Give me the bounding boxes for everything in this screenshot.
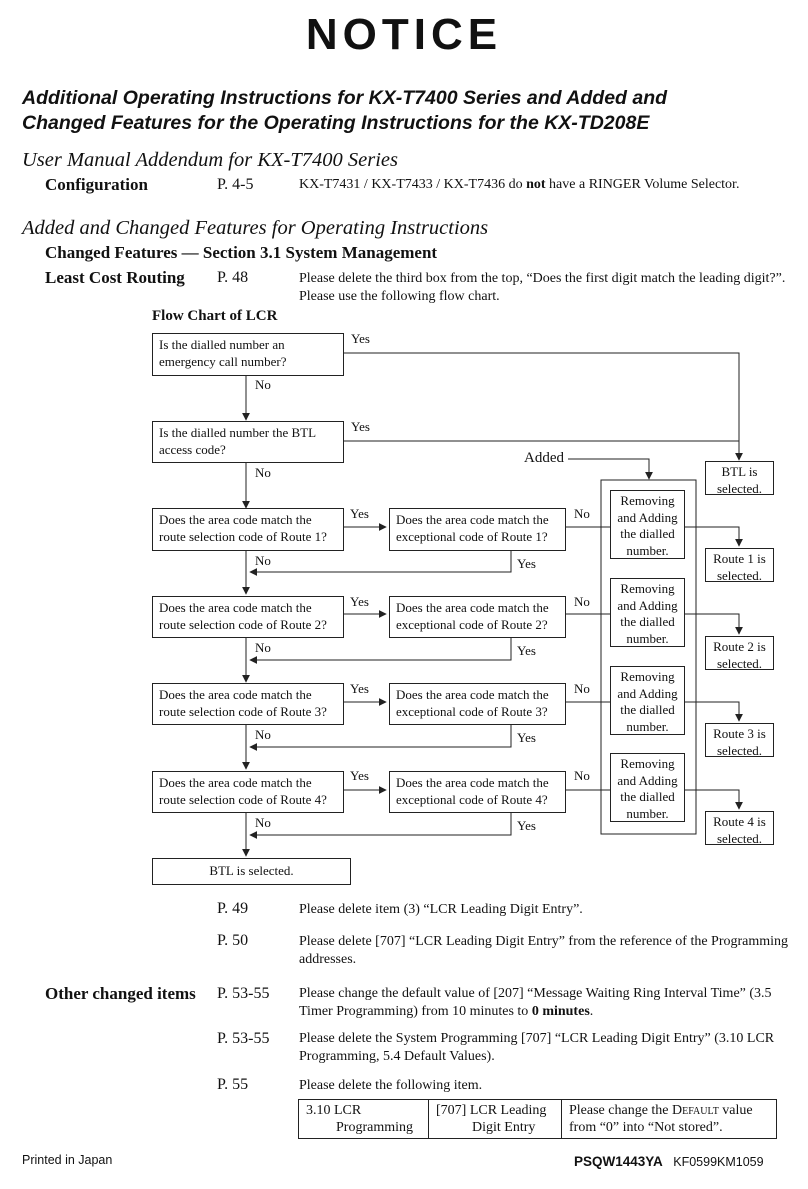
- changed-features-heading: Changed Features — Section 3.1 System Management: [45, 243, 438, 262]
- main-title-line-1: Additional Operating Instructions for KX-T7400 Series and Added and: [22, 87, 668, 109]
- added-changed-heading: Added and Changed Features for Operating Instructions: [22, 217, 489, 239]
- btl-selected-box: BTL is selected.: [705, 461, 774, 495]
- route-3-area-question: Does the area code match the route selection code of Route 3?: [152, 683, 344, 725]
- p53b-page: P. 53-55: [217, 1030, 270, 1047]
- p55-text: Please delete the following item.: [299, 1078, 483, 1093]
- main-title-line-2: Changed Features for the Operating Instructions for the KX-TD208E: [22, 112, 650, 134]
- route-3-selected-box: Route 3 is selected.: [705, 723, 774, 757]
- route-1-removing-box: Removing and Adding the dialled number.: [610, 490, 685, 559]
- route-4-no-label: No: [255, 815, 271, 830]
- change-table: [298, 1099, 777, 1139]
- route-2-selected-box: Route 2 is selected.: [705, 636, 774, 670]
- table-row: [299, 1100, 777, 1139]
- route-4-exc-no-label: No: [574, 768, 590, 783]
- route-4-removing-box: Removing and Adding the dialled number.: [610, 753, 685, 822]
- route-4-selected-box: Route 4 is selected.: [705, 811, 774, 845]
- route-1-selected-box: Route 1 is selected.: [705, 548, 774, 582]
- route-3-removing-box: Removing and Adding the dialled number.: [610, 666, 685, 735]
- btl-no-label: No: [255, 465, 271, 480]
- configuration-text: KX-T7431 / KX-T7433 / KX-T7436 do not have a RINGER Volume Selector.: [299, 177, 740, 192]
- added-label: Added: [524, 450, 564, 466]
- configuration-label: Configuration: [45, 175, 148, 194]
- route-2-area-question: Does the area code match the route selection code of Route 2?: [152, 596, 344, 638]
- route-2-yes-label: Yes: [350, 594, 369, 609]
- route-3-exc-no-label: No: [574, 681, 590, 696]
- lcr-text: Please delete the third box from the top, “Does the first digit match the leading digit?”. Please use the following flow chart.: [299, 271, 786, 304]
- route-1-exc-no-label: No: [574, 506, 590, 521]
- table-cell-change: Please change the Default value from “0” into “Not stored”.: [562, 1100, 777, 1139]
- flow-chart-title: Flow Chart of LCR: [152, 308, 278, 324]
- route-1-yes-label: Yes: [350, 506, 369, 521]
- btl-question-box: Is the dialled number the BTL access code?: [152, 421, 344, 463]
- addendum-heading: User Manual Addendum for KX-T7400 Series: [22, 149, 399, 171]
- p53a-page: P. 53-55: [217, 985, 270, 1002]
- lcr-label: Least Cost Routing: [45, 268, 185, 287]
- final-btl-selected-box: BTL is selected.: [152, 858, 351, 885]
- emergency-yes-label: Yes: [351, 331, 370, 346]
- route-1-area-question: Does the area code match the route selection code of Route 1?: [152, 508, 344, 551]
- table-cell-item: [707] LCR Leading Digit Entry: [429, 1100, 562, 1139]
- notice-heading: NOTICE: [305, 10, 503, 59]
- configuration-page: P. 4-5: [217, 176, 254, 193]
- p53a-text: Please change the default value of [207] “Message Waiting Ring Interval Time” (3.5 Timer Programming) from 10 minutes to 0 minutes.: [299, 986, 772, 1019]
- route-2-exceptional-question: Does the area code match the exceptional code of Route 2?: [389, 596, 566, 638]
- route-2-exc-yes-label: Yes: [517, 643, 536, 658]
- route-3-exc-yes-label: Yes: [517, 730, 536, 745]
- printed-in-japan: Printed in Japan: [22, 1153, 113, 1167]
- route-3-no-label: No: [255, 727, 271, 742]
- table-cell-section: 3.10 LCR Programming: [299, 1100, 429, 1139]
- route-1-exceptional-question: Does the area code match the exceptional code of Route 1?: [389, 508, 566, 551]
- emergency-no-label: No: [255, 377, 271, 392]
- route-3-yes-label: Yes: [350, 681, 369, 696]
- route-3-exceptional-question: Does the area code match the exceptional code of Route 3?: [389, 683, 566, 725]
- lcr-page: P. 48: [217, 269, 249, 286]
- p50-text: Please delete [707] “LCR Leading Digit Entry” from the reference of the Programming addresses.: [299, 934, 789, 967]
- route-4-area-question: Does the area code match the route selection code of Route 4?: [152, 771, 344, 813]
- p50-page: P. 50: [217, 932, 249, 949]
- route-2-removing-box: Removing and Adding the dialled number.: [610, 578, 685, 647]
- route-1-exc-yes-label: Yes: [517, 556, 536, 571]
- route-2-no-label: No: [255, 640, 271, 655]
- btl-yes-label: Yes: [351, 419, 370, 434]
- p53b-text: Please delete the System Programming [707] “LCR Leading Digit Entry” (3.10 LCR Programming, 5.4 Default Values).: [299, 1031, 775, 1064]
- p49-text: Please delete item (3) “LCR Leading Digit Entry”.: [299, 902, 583, 917]
- route-4-exceptional-question: Does the area code match the exceptional code of Route 4?: [389, 771, 566, 813]
- route-4-exc-yes-label: Yes: [517, 818, 536, 833]
- p55-page: P. 55: [217, 1076, 249, 1093]
- other-changed-items-label: Other changed items: [45, 984, 196, 1003]
- document-code: PSQW1443YA KF0599KM1059: [574, 1154, 764, 1169]
- route-4-yes-label: Yes: [350, 768, 369, 783]
- route-1-no-label: No: [255, 553, 271, 568]
- route-2-exc-no-label: No: [574, 594, 590, 609]
- emergency-question-box: Is the dialled number an emergency call number?: [152, 333, 344, 376]
- p49-page: P. 49: [217, 900, 249, 917]
